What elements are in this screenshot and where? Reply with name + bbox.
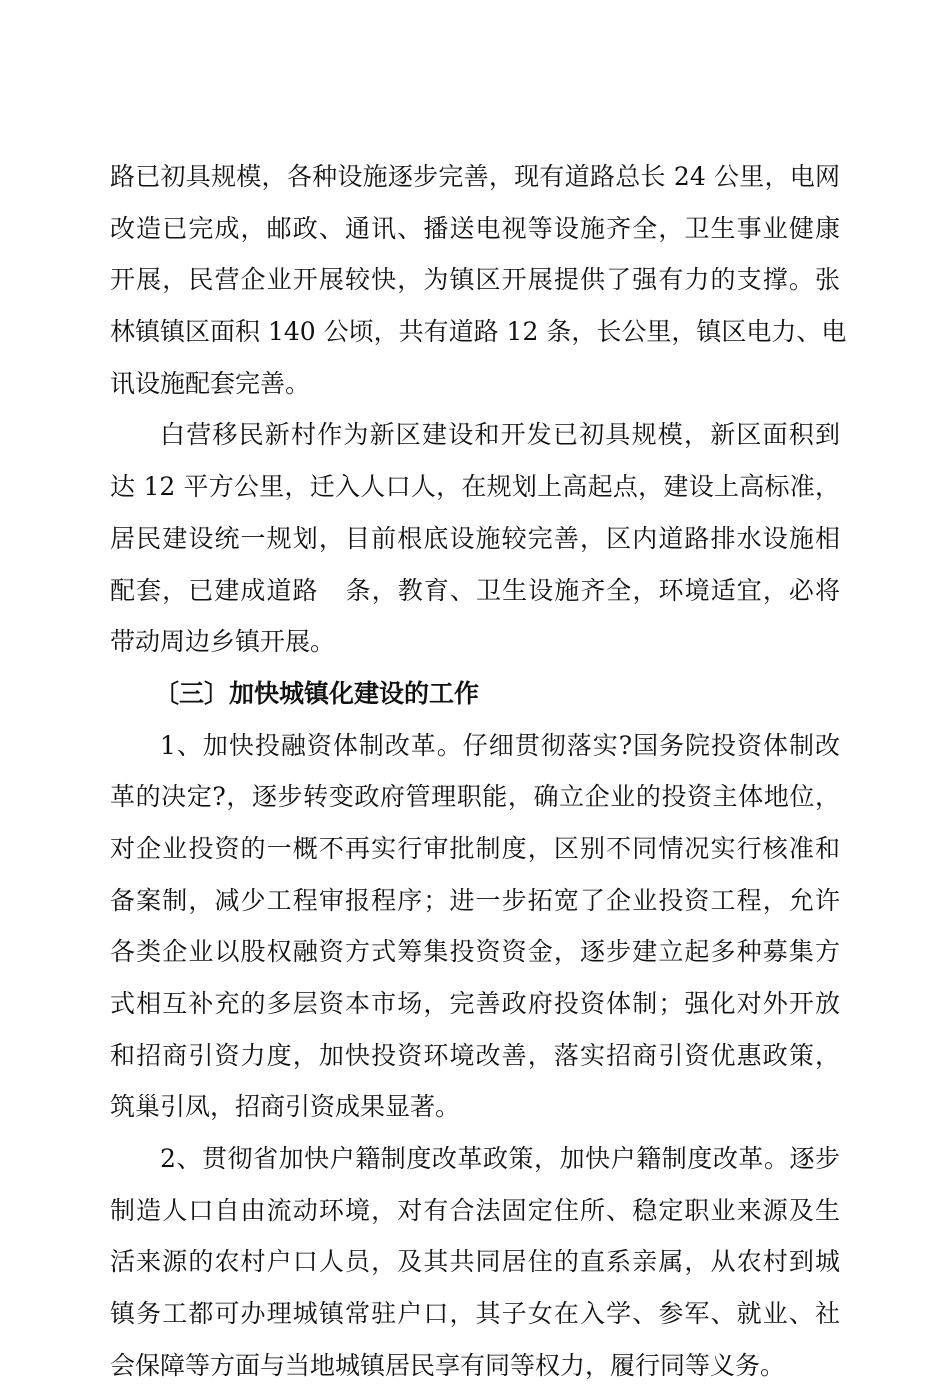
text-line: 对企业投资的一概不再实行审批制度，区别不同情况实行核准和 <box>110 833 840 863</box>
paragraph-town-infrastructure <box>110 151 847 409</box>
paragraph-baiying-new-village <box>110 409 840 667</box>
paragraph-investment-reform <box>110 720 840 1134</box>
text-line: 2、贯彻省加快户籍制度改革政策，加快户籍制度改革。逐步 <box>160 1144 840 1174</box>
text-line: 讯设施配套完善。 <box>110 368 311 398</box>
text-line: 开展，民营企业开展较快，为镇区开展提供了强有力的支撑。张 <box>110 265 840 295</box>
text-line: 会保障等方面与当地城镇居民享有同等权力，履行同等义务。 <box>110 1350 786 1380</box>
section-heading <box>110 668 840 720</box>
text-line: 达 12 平方公里，迁入人口人，在规划上高起点，建设上高标准， <box>110 472 840 502</box>
paragraph-household-registration-reform <box>110 1133 840 1391</box>
text-line: 居民建设统一规划，目前根底设施较完善，区内道路排水设施相 <box>110 523 840 553</box>
text-line: 配套，已建成道路 条，教育、卫生设施齐全，环境适宜，必将 <box>110 575 840 605</box>
text-line: 制造人口自由流动环境，对有合法固定住所、稳定职业来源及生 <box>110 1195 840 1225</box>
text-line: 和招商引资力度，加快投资环境改善，落实招商引资优惠政策， <box>110 1040 840 1070</box>
text-line: 筑巢引凤，招商引资成果显著。 <box>110 1092 461 1122</box>
text-line: 路已初具规模，各种设施逐步完善，现有道路总长 24 公里，电网 <box>110 162 840 191</box>
text-line: 1、加快投融资体制改革。仔细贯彻落实?国务院投资体制改 <box>160 730 840 760</box>
text-line: 林镇镇区面积 140 公顷，共有道路 12 条，长公里，镇区电力、电 <box>110 317 847 347</box>
text-line: 镇务工都可办理城镇常驻户口，其子女在入学、参军、就业、社 <box>110 1299 840 1329</box>
text-line: 备案制，减少工程审报程序；进一步拓宽了企业投资工程，允许 <box>110 885 840 915</box>
text-line: 式相互补充的多层资本市场，完善政府投资体制；强化对外开放 <box>110 989 840 1018</box>
document-body <box>110 151 847 1392</box>
text-line: 带动周边乡镇开展。 <box>110 627 336 657</box>
text-line: 各类企业以股权融资方式筹集投资资金，逐步建立起多种募集方 <box>110 937 840 967</box>
section-heading-text: 〔三〕加快城镇化建设的工作 <box>154 678 480 708</box>
text-line: 活来源的农村户口人员，及其共同居住的直系亲属，从农村到城 <box>110 1247 840 1277</box>
text-line: 白营移民新村作为新区建设和开发已初具规模，新区面积到 <box>160 420 840 450</box>
text-line: 改造已完成，邮政、通讯、播送电视等设施齐全，卫生事业健康 <box>110 213 840 243</box>
text-line: 革的决定?，逐步转变政府管理职能，确立企业的投资主体地位， <box>110 782 840 812</box>
